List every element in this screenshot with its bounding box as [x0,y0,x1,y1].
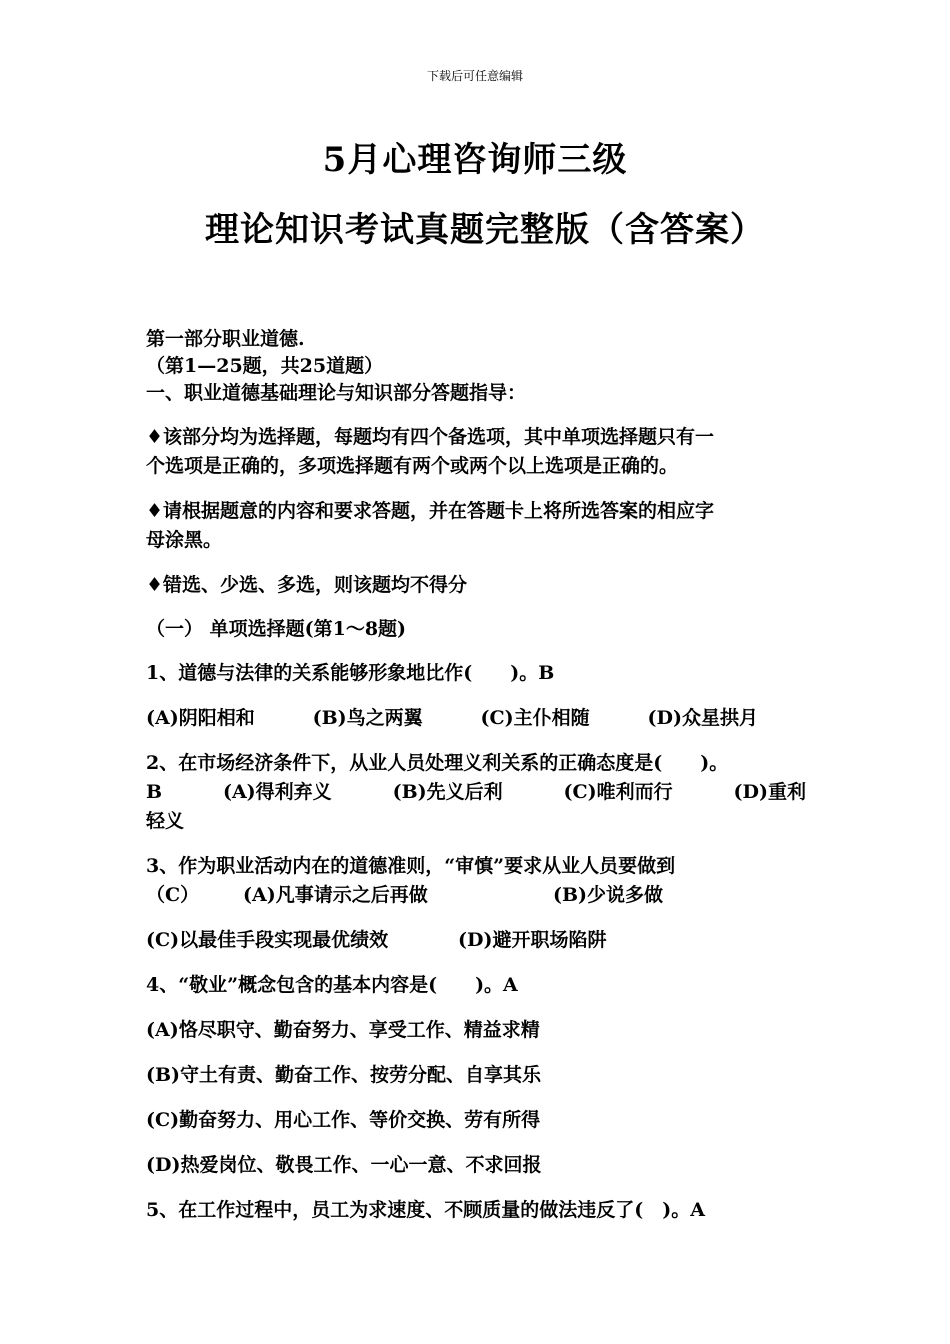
section-header [146,326,816,407]
question-5-stem: 5、在工作过程中，员工为求速度、不顾质量的做法违反了( )。A [146,1199,705,1221]
q3-option-c: (C)以最佳手段实现最优绩效 [146,929,389,951]
q1-option-a: (A)阴阳相和 [146,707,255,729]
instruction-3 [146,571,816,600]
q2-option-d: (D)重利 [733,781,806,803]
q3-option-d: (D)避开职场陷阱 [458,929,607,951]
instruction-3-line1: ♦错选、少选、多选，则该题均不得分 [146,574,468,596]
q3-option-b: (B)少说多做 [553,884,664,906]
instruction-1-line1: ♦该部分均为选择题，每题均有四个备选项，其中单项选择题只有一 [146,426,715,448]
q2-answer: B [146,781,163,803]
instruction-1-line2: 个选项是正确的，多项选择题有两个或两个以上选项是正确的。 [146,455,679,477]
subsection-heading: （一） 单项选择题(第1～8题) [146,618,407,640]
question-2-stem: 2、在市场经济条件下，从业人员处理义利关系的正确态度是( )。 [146,752,729,774]
q1-option-b: (B)鸟之两翼 [312,707,423,729]
q4-option-c: (C)勤奋努力、用心工作、等价交换、劳有所得 [146,1109,541,1131]
q4-option-b: (B)守土有责、勤奋工作、按劳分配、自享其乐 [146,1064,542,1086]
document-body [146,326,816,1225]
q2-option-c: (C)唯利而行 [563,781,673,803]
q2-option-b: (B)先义后利 [392,781,503,803]
q4-option-d: (D)热爱岗位、敬畏工作、一心一意、不求回报 [146,1154,542,1176]
question-1-stem: 1、道德与法律的关系能够形象地比作( )。B [146,662,555,684]
guide-heading: 一、职业道德基础理论与知识部分答题指导： [146,382,527,404]
document-title-line2: 理论知识考试真题完整版（含答案） [205,210,765,250]
q2-option-a: (A)得利弃义 [222,781,332,803]
question-1-options [146,704,758,733]
instruction-2 [146,497,816,555]
q3-answer: （C） [146,884,200,906]
question-range: （第1—25题，共25道题） [146,355,384,377]
q1-option-d: (D)众星拱月 [647,707,758,729]
instruction-2-line1: ♦请根据题意的内容和要求答题，并在答题卡上将所选答案的相应字 [146,500,715,522]
part-heading: 第一部分职业道德. [146,328,305,350]
question-3-options-row2 [146,926,816,955]
q4-option-a: (A)恪尽职守、勤奋努力、享受工作、精益求精 [146,1019,540,1041]
question-2-options [146,778,806,807]
question-4-stem: 4、“敬业”概念包含的基本内容是( )。A [146,974,518,996]
document-title-line1: 5月心理咨询师三级 [322,140,628,180]
q3-option-a: (A)凡事请示之后再做 [243,884,428,906]
instruction-1 [146,423,816,481]
question-3-options-row1 [146,881,816,910]
page-header-note: 下载后可任意编辑 [426,69,523,83]
instruction-2-line2: 母涂黑。 [146,529,223,551]
q2-option-d-tail: 轻义 [146,810,185,832]
question-3-stem: 3、作为职业活动内在的道德准则，“审慎”要求从业人员要做到 [146,855,676,877]
q1-option-c: (C)主仆相随 [480,707,590,729]
